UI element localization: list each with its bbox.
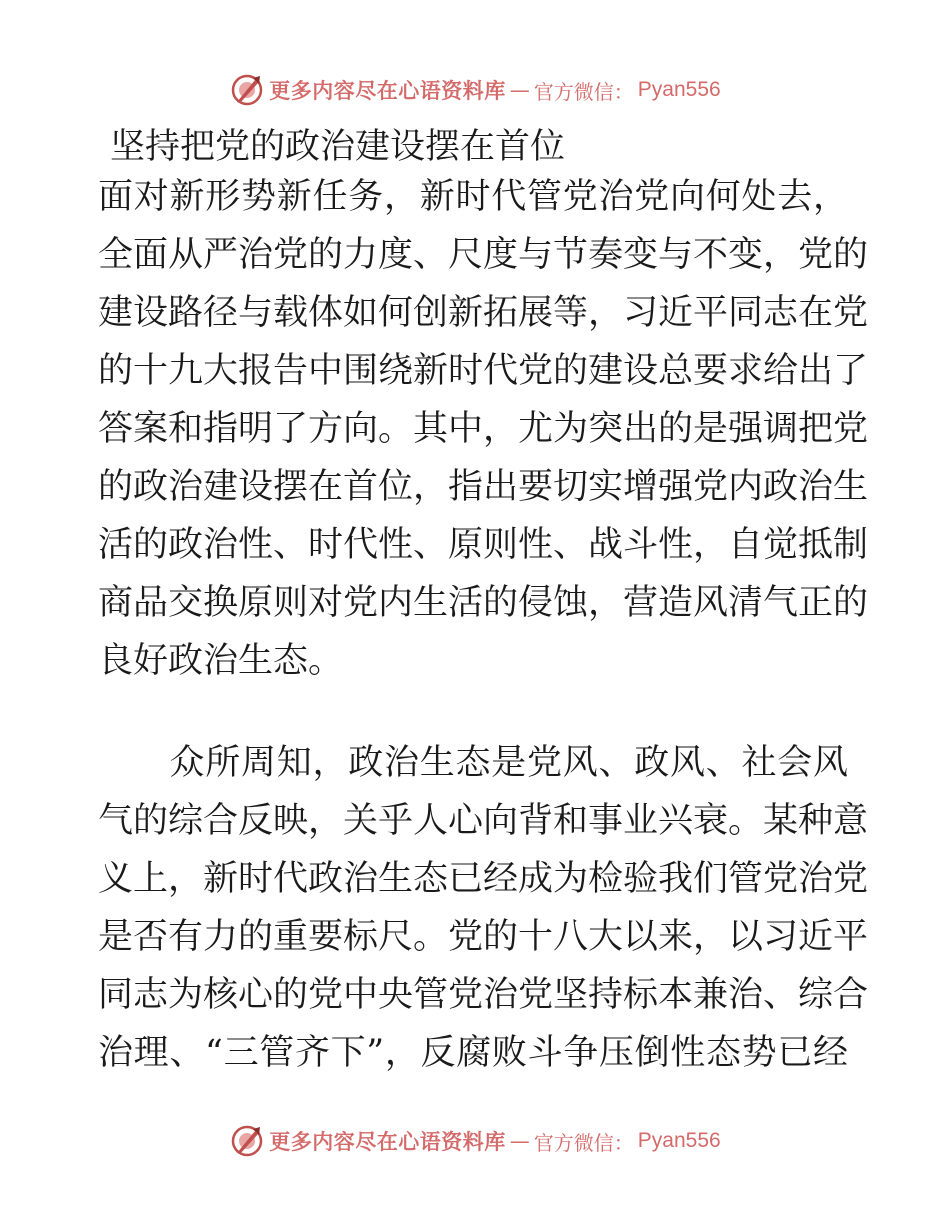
quill-circle-logo-icon — [229, 72, 265, 108]
paragraph-line: 的政治建设摆在首位，指出要切实增强党内政治生 — [98, 467, 869, 507]
watermark-wechat-label: 官方微信： — [533, 1130, 634, 1155]
paragraph-line: 义上，新时代政治生态已经成为检验我们管党治党 — [98, 859, 869, 899]
watermark-wechat-id: Pyan556 — [637, 1129, 721, 1152]
footer-watermark — [0, 1121, 950, 1161]
watermark-dash: — — [509, 1129, 530, 1153]
paragraph-line: 商品交换原则对党内生活的侵蚀，营造风清气正的 — [98, 583, 869, 623]
header-watermark — [0, 70, 950, 110]
paragraph-line: 全面从严治党的力度、尺度与节奏变与不变，党的 — [98, 235, 869, 275]
quill-circle-logo-icon — [229, 1123, 265, 1159]
paragraph-line: 众所周知，政治生态是党风、政风、社会风 — [98, 743, 848, 783]
paragraph-line: 的十九大报告中围绕新时代党的建设总要求给出了 — [98, 351, 869, 391]
paragraph-1 — [98, 168, 869, 690]
paragraph-line: 气的综合反映，关乎人心向背和事业兴衰。某种意 — [98, 801, 869, 841]
paragraph-line: 活的政治性、时代性、原则性、战斗性，自觉抵制 — [98, 525, 869, 565]
document-title: 坚持把党的政治建设摆在首位 — [110, 127, 566, 167]
paragraph-2 — [98, 734, 869, 1082]
watermark-dash: — — [509, 78, 530, 102]
watermark-wechat-id: Pyan556 — [637, 78, 721, 101]
watermark-wechat-label: 官方微信： — [533, 79, 634, 104]
paragraph-line: 建设路径与载体如何创新拓展等，习近平同志在党 — [98, 293, 869, 333]
watermark-text: 更多内容尽在心语资料库 — [269, 1129, 506, 1154]
paragraph-line: 治理、“三管齐下”，反腐败斗争压倒性态势已经 — [98, 1033, 848, 1073]
watermark-text: 更多内容尽在心语资料库 — [269, 78, 506, 103]
paragraph-line: 答案和指明了方向。其中，尤为突出的是强调把党 — [98, 409, 869, 449]
paragraph-line: 同志为核心的党中央管党治党坚持标本兼治、综合 — [98, 975, 869, 1015]
paragraph-line: 是否有力的重要标尺。党的十八大以来，以习近平 — [98, 917, 869, 957]
paragraph-line: 良好政治生态。 — [98, 641, 344, 681]
paragraph-line: 面对新形势新任务，新时代管党治党向何处去， — [98, 177, 848, 217]
